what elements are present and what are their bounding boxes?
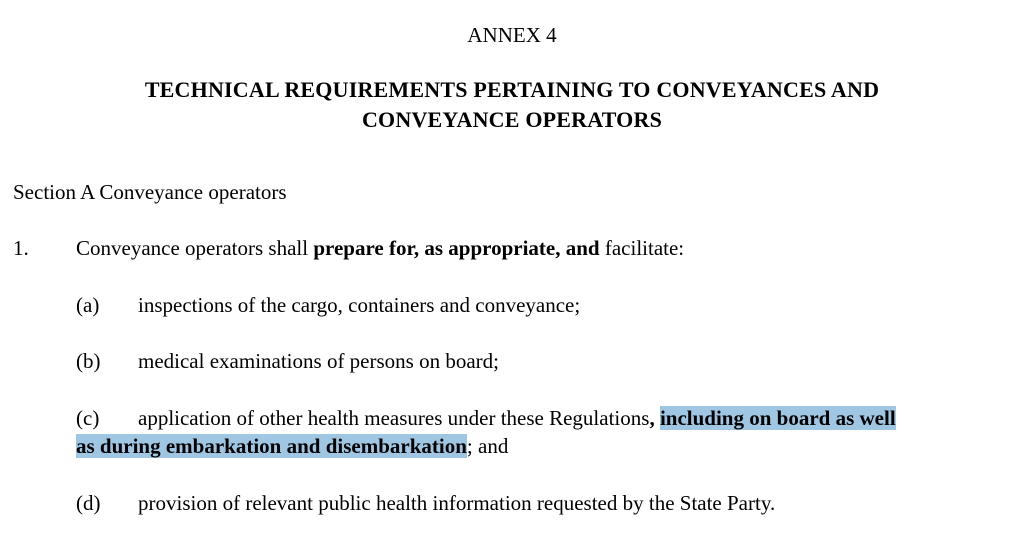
item-d-label: (d) [76, 491, 101, 515]
item-c-text-main: application of other health measures under these Regulations [138, 406, 650, 430]
section-heading: Section A Conveyance operators [13, 180, 287, 204]
title-line-2: CONVEYANCE OPERATORS [361, 107, 663, 132]
item-c-highlight-line-1: including on board as well [659, 406, 896, 430]
paragraph-number: 1. [13, 236, 29, 260]
document-title [0, 75, 1024, 135]
item-b-label: (b) [76, 349, 101, 373]
item-c-highlight-line-2: as during embarkation and disembarkation [76, 434, 467, 458]
item-c-label: (c) [76, 406, 100, 430]
item-c-bold-comma: , [649, 406, 660, 430]
item-c-text [138, 405, 896, 431]
title-line-1: TECHNICAL REQUIREMENTS PERTAINING TO CONVEYANCES AND [144, 77, 880, 102]
item-d-text: provision of relevant public health information requested by the State Party. [138, 491, 776, 515]
item-a-label: (a) [76, 293, 100, 317]
item-c-text-line-2 [76, 433, 508, 459]
annex-label: ANNEX 4 [467, 23, 557, 47]
paragraph-text-before: Conveyance operators shall [76, 236, 314, 260]
paragraph-text-after: facilitate: [599, 236, 685, 260]
item-a-text: inspections of the cargo, containers and conveyance; [138, 293, 581, 317]
item-b-text: medical examinations of persons on board; [138, 349, 499, 373]
paragraph-text [76, 235, 684, 261]
paragraph-bold-text: prepare for, as appropriate, and [313, 236, 600, 260]
item-c-text-end: ; and [466, 434, 509, 458]
